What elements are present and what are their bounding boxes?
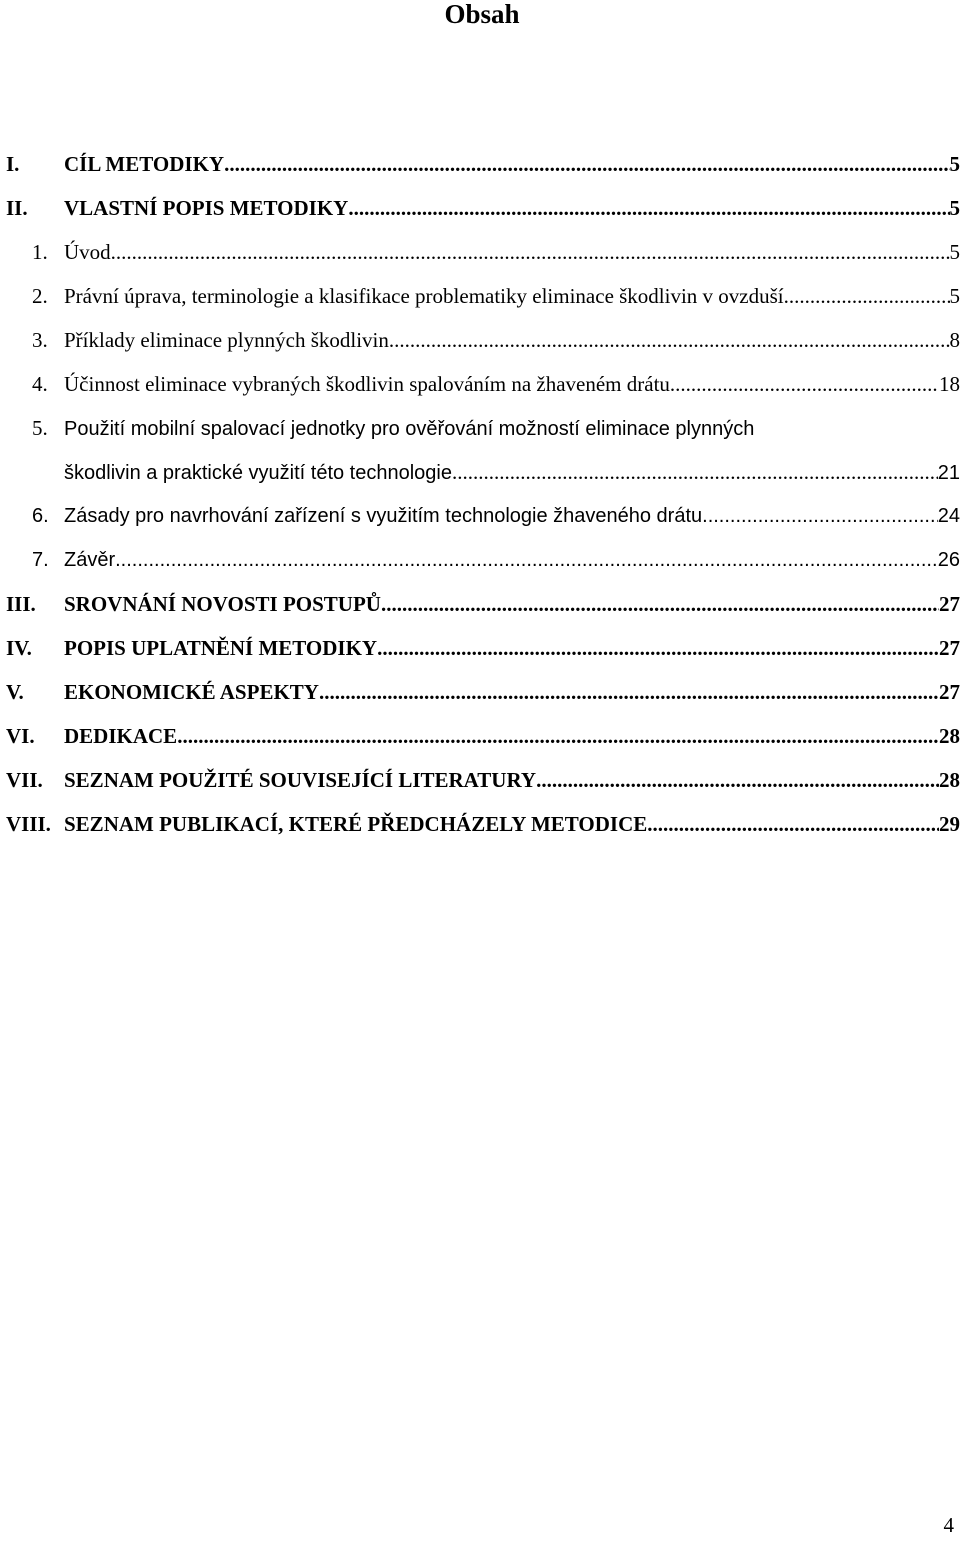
toc-entry-title: Příklady eliminace plynných škodlivin	[64, 328, 389, 352]
toc-entry-page: 27	[939, 592, 960, 616]
toc-entry-title: Závěr	[64, 549, 116, 571]
toc-entry-page: 28	[939, 768, 960, 792]
dot-leader	[784, 274, 950, 318]
toc-entry-title: SEZNAM PUBLIKACÍ, KTERÉ PŘEDCHÁZELY METODICE	[64, 812, 648, 836]
toc-entry-title: Zásady pro navrhování zařízení s využitím technologie žhaveného drátu	[64, 505, 703, 527]
toc-entry-page: 26	[937, 549, 960, 571]
dot-leader	[115, 538, 938, 582]
toc-entry-number: 4.	[32, 372, 48, 396]
toc-entry-number: V.	[6, 680, 24, 704]
toc-entry-page: 24	[937, 505, 960, 527]
toc-entry-4[interactable]	[6, 362, 960, 406]
dot-leader	[348, 186, 949, 230]
toc-entry-number: III.	[6, 592, 36, 616]
dot-leader	[452, 450, 938, 494]
dot-leader	[177, 714, 939, 758]
page-title: Obsah	[444, 0, 520, 29]
toc-entry-number: 7.	[32, 549, 49, 571]
toc-entry-number: I.	[6, 152, 20, 176]
toc-entry-title-line2: škodlivin a praktické využití této technologie	[64, 462, 452, 484]
toc-entry-title-line1: Použití mobilní spalovací jednotky pro ověřování možností eliminace plynných	[64, 418, 755, 440]
toc-entry-2[interactable]	[6, 274, 960, 318]
dot-leader	[377, 626, 939, 670]
dot-leader	[111, 230, 950, 274]
dot-leader	[381, 582, 939, 626]
toc-entry-page: 27	[939, 680, 960, 704]
toc-entry-page: 8	[949, 328, 960, 352]
toc-entry-page: 18	[939, 372, 960, 396]
table-of-contents	[6, 142, 960, 846]
toc-entry-iii[interactable]	[6, 582, 960, 626]
toc-entry-number: 5.	[32, 416, 48, 440]
toc-entry-number: IV.	[6, 636, 32, 660]
page-number: 4	[943, 1513, 954, 1537]
toc-entry-title: SROVNÁNÍ NOVOSTI POSTUPŮ	[64, 592, 381, 616]
toc-entry-number: VIII.	[6, 812, 51, 836]
toc-entry-page: 5	[949, 196, 960, 220]
toc-entry-page: 5	[949, 240, 960, 264]
toc-entry-v[interactable]	[6, 670, 960, 714]
toc-entry-number: 6.	[32, 505, 49, 527]
dot-leader	[647, 802, 939, 846]
toc-entry-viii[interactable]	[6, 802, 960, 846]
toc-entry-number: 2.	[32, 284, 48, 308]
toc-entry-3[interactable]	[6, 318, 960, 362]
toc-entry-number: 1.	[32, 240, 48, 264]
toc-entry-page: 29	[939, 812, 960, 836]
toc-entry-title: DEDIKACE	[64, 724, 178, 748]
toc-entry-vi[interactable]	[6, 714, 960, 758]
toc-entry-iv[interactable]	[6, 626, 960, 670]
dot-leader	[670, 362, 939, 406]
dot-leader	[536, 758, 939, 802]
toc-entry-number: VI.	[6, 724, 35, 748]
toc-entry-6[interactable]	[6, 494, 960, 538]
dot-leader	[224, 142, 949, 186]
toc-entry-page: 5	[949, 284, 960, 308]
toc-entry-title: Právní úprava, terminologie a klasifikace problematiky eliminace škodlivin v ovzduší	[64, 284, 784, 308]
toc-entry-title: SEZNAM POUŽITÉ SOUVISEJÍCÍ LITERATURY	[64, 768, 537, 792]
toc-entry-title: Úvod	[64, 240, 111, 264]
toc-entry-number: 3.	[32, 328, 48, 352]
toc-entry-ii[interactable]	[6, 186, 960, 230]
toc-entry-number: VII.	[6, 768, 43, 792]
toc-entry-7[interactable]	[6, 538, 960, 582]
toc-entry-title: POPIS UPLATNĚNÍ METODIKY	[64, 636, 378, 660]
dot-leader	[319, 670, 939, 714]
toc-entry-title: EKONOMICKÉ ASPEKTY	[64, 680, 319, 704]
dot-leader	[389, 318, 950, 362]
toc-entry-number: II.	[6, 196, 28, 220]
toc-entry-page: 28	[939, 724, 960, 748]
toc-entry-5[interactable]	[6, 406, 960, 494]
toc-entry-page: 5	[949, 152, 960, 176]
toc-entry-page: 21	[937, 462, 960, 484]
toc-entry-title: Účinnost eliminace vybraných škodlivin spalováním na žhaveném drátu	[64, 372, 670, 396]
toc-entry-title: VLASTNÍ POPIS METODIKY	[64, 196, 349, 220]
toc-entry-vii[interactable]	[6, 758, 960, 802]
toc-entry-i[interactable]	[6, 142, 960, 186]
toc-entry-title: CÍL METODIKY	[64, 152, 225, 176]
toc-entry-1[interactable]	[6, 230, 960, 274]
toc-entry-page: 27	[939, 636, 960, 660]
dot-leader	[702, 494, 938, 538]
